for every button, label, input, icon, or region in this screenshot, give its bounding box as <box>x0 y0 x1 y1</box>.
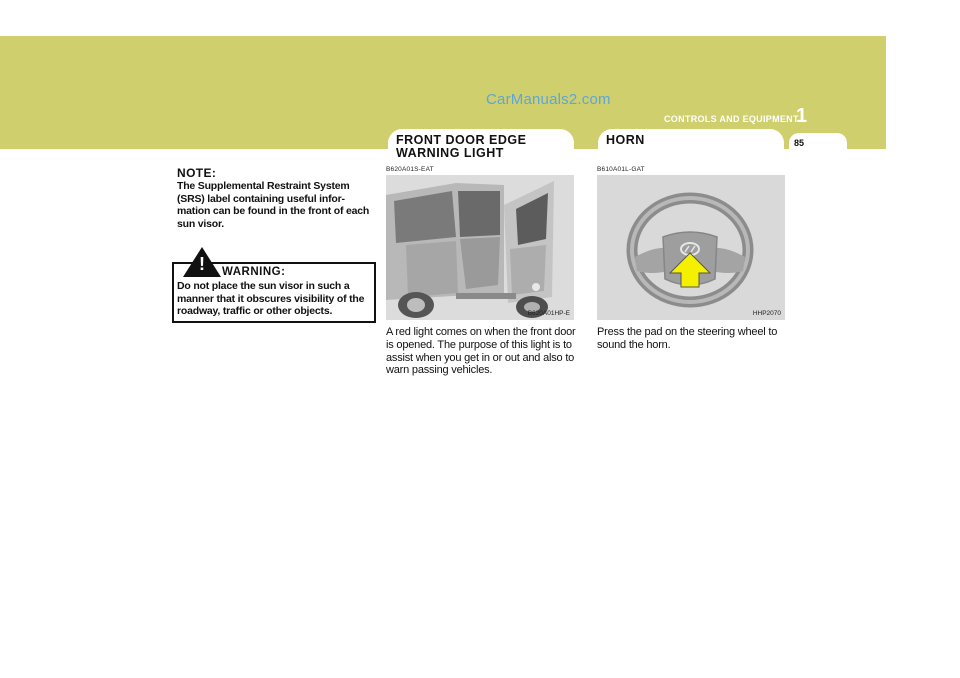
steering-wheel-photo <box>597 175 785 320</box>
note-body: The Supplemental Restraint System (SRS) label containing useful infor-mation can be found in the front of each sun visor. <box>177 180 370 230</box>
warning-body: Do not place the sun visor in such a manner that it obscures visibility of the roadway, traffic or other objects. <box>177 280 365 317</box>
watermark-text: CarManuals2.com <box>486 91 611 108</box>
car-door-illustration <box>386 175 574 320</box>
chapter-number: 1 <box>796 105 808 127</box>
warning-heading: WARNING: <box>222 266 286 278</box>
door-title-line1: FRONT DOOR EDGE <box>396 133 527 147</box>
warning-exclamation-icon: ! <box>199 254 205 274</box>
horn-image-code: HHP2070 <box>752 310 781 317</box>
door-section-code: B620A01S-EAT <box>386 166 434 173</box>
page-number: 85 <box>794 138 805 148</box>
section-label: CONTROLS AND EQUIPMENT <box>664 114 799 124</box>
note-heading: NOTE: <box>177 166 217 180</box>
horn-section-body: Press the pad on the steering wheel to sound the horn. <box>597 326 778 351</box>
horn-section-title: HORN <box>606 133 645 147</box>
door-title-line2: WARNING LIGHT <box>396 146 504 160</box>
door-section-title <box>396 134 526 160</box>
door-edge-photo <box>386 175 574 320</box>
horn-section-code: B610A01L-GAT <box>597 166 645 173</box>
door-section-body: A red light comes on when the front door is opened. The purpose of this light is to assist when you get in or out and also to warn passing vehicles. <box>386 326 576 377</box>
steering-wheel-illustration <box>597 175 785 320</box>
door-image-code: B620A01HP-E <box>527 310 570 317</box>
